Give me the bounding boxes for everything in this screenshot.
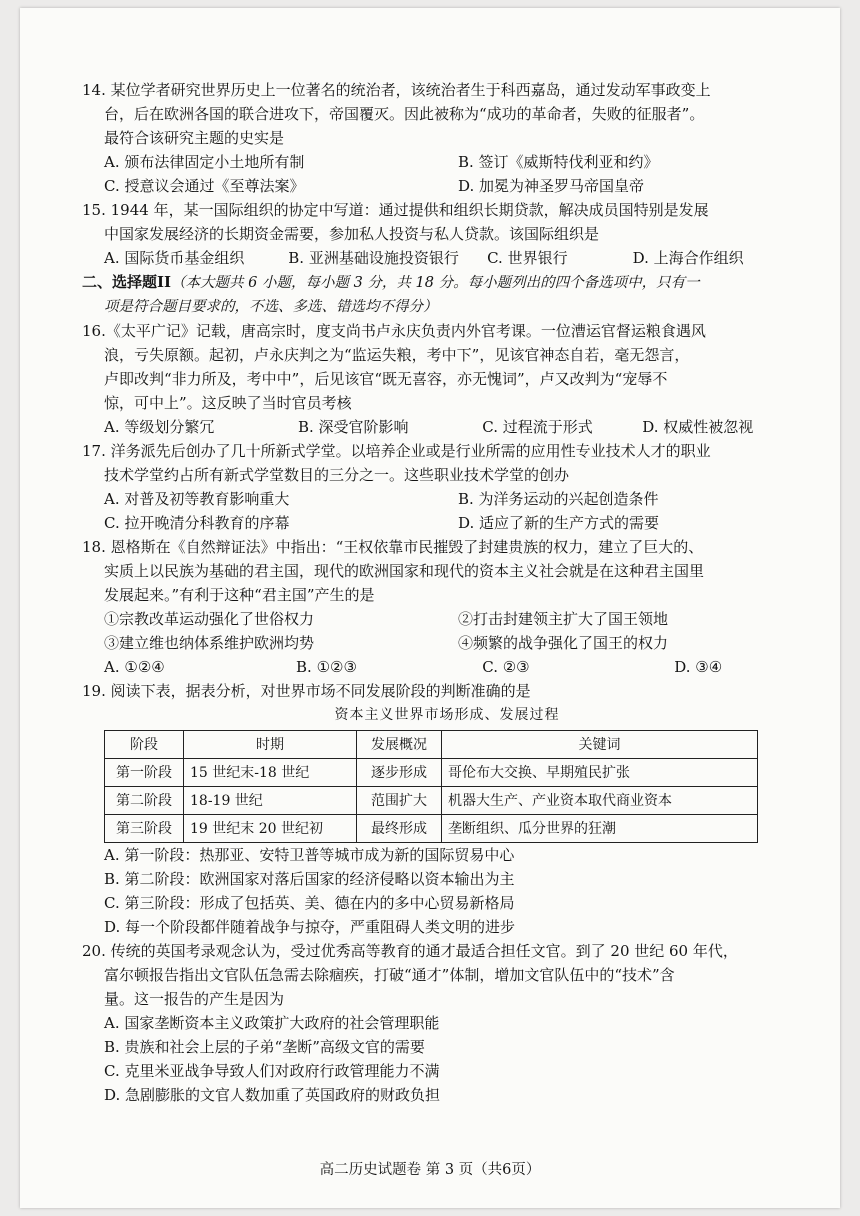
q15-option-d: D. 上海合作组织: [632, 249, 744, 267]
table-row: [105, 787, 758, 815]
exam-page: [20, 8, 840, 1208]
q19-option-b: B. 第二阶段：欧洲国家对落后国家的经济侵略以资本输出为主: [104, 870, 515, 888]
table-row: [105, 815, 758, 843]
exam-content: [82, 78, 812, 1107]
question-14: [82, 78, 812, 198]
q20-option-b: B. 贵族和社会上层的子弟“垄断”高级文官的需要: [104, 1038, 425, 1056]
q18-options: [82, 655, 812, 679]
q18-item-3: ③建立维也纳体系维护欧洲均势: [104, 634, 315, 652]
q20-stem-line-3: 量。这一报告的产生是因为: [104, 990, 285, 1008]
q17-options-row-1: [82, 487, 812, 511]
table-header-cell: 关键词: [442, 731, 758, 759]
q18-item-1: ①宗教改革运动强化了世俗权力: [104, 610, 315, 628]
question-17: [82, 439, 812, 535]
q16-stem-line-1: 16.《太平广记》记载，唐高宗时，度支尚书卢永庆负责内外官考课。一位漕运官督运粮食遇风: [82, 322, 706, 340]
q17-stem-line-1: 17. 洋务派先后创办了几十所新式学堂。以培养企业或是行业所需的应用性专业技术人才的职业: [82, 442, 711, 460]
q20-stem-line-1: 20. 传统的英国考录观念认为，受过优秀高等教育的通才最适合担任文官。到了 20 世纪 60 年代，: [82, 942, 738, 960]
q16-option-c: C. 过程流于形式: [482, 418, 593, 436]
table-cell: 垄断组织、瓜分世界的狂潮: [442, 815, 758, 843]
q18-stem-line-3: 发展起来。”有利于这种“君主国”产生的是: [104, 586, 375, 604]
table-header-cell: 时期: [184, 731, 357, 759]
q17-option-c: C. 拉开晚清分科教育的序幕: [104, 514, 290, 532]
q14-option-c: C. 授意议会通过《至尊法案》: [104, 177, 305, 195]
table-cell: 第二阶段: [105, 787, 184, 815]
table-header-row: [105, 731, 758, 759]
q15-option-c: C. 世界银行: [487, 249, 568, 267]
table-cell: 逐步形成: [357, 759, 442, 787]
q17-option-b: B. 为洋务运动的兴起创造条件: [458, 490, 659, 508]
table-cell: 19 世纪末 20 世纪初: [184, 815, 357, 843]
question-16: [82, 319, 812, 439]
q16-option-b: B. 深受官阶影响: [297, 418, 409, 436]
q18-items-row-1: [82, 607, 812, 631]
table-cell: 18-19 世纪: [184, 787, 357, 815]
q19-option-a: A. 第一阶段：热那亚、安特卫普等城市成为新的国际贸易中心: [104, 846, 515, 864]
table-cell: 哥伦布大交换、早期殖民扩张: [442, 759, 758, 787]
q14-stem-line-3: 最符合该研究主题的史实是: [104, 129, 285, 147]
q19-stem: 19. 阅读下表，据表分析，对世界市场不同发展阶段的判断准确的是: [82, 682, 531, 700]
section-2-note-line-1: （本大题共 6 小题，每小题 3 分，共 18 分。每小题列出的四个备选项中，只有一: [171, 275, 700, 291]
q15-stem-line-1: 15. 1944 年，某一国际组织的协定中写道：通过提供和组织长期贷款，解决成员国特别是发展: [82, 201, 709, 219]
q19-table-caption: 资本主义世界市场形成、发展过程: [334, 707, 560, 723]
q15-stem-line-2: 中国家发展经济的长期资金需要，参加私人投资与私人贷款。该国际组织是: [104, 225, 600, 243]
q20-stem-line-2: 富尔顿报告指出文官队伍急需去除痼疾，打破“通才”体制，增加文官队伍中的“技术”含: [104, 966, 675, 984]
table-header-cell: 阶段: [105, 731, 184, 759]
q16-option-d: D. 权威性被忽视: [642, 418, 754, 436]
q17-option-a: A. 对普及初等教育影响重大: [104, 490, 290, 508]
q16-stem-line-3: 卢即改判“非力所及，考中中”，后见该官“既无喜容，亦无愧词”，卢又改判为“宠辱不: [104, 370, 668, 388]
table-row: [105, 759, 758, 787]
q15-option-b: B. 亚洲基础设施投资银行: [288, 249, 459, 267]
q18-item-2: ②打击封建领主扩大了国王领地: [458, 610, 669, 628]
q17-option-d: D. 适应了新的生产方式的需要: [458, 514, 660, 532]
q18-option-b: B. ①②③: [296, 658, 357, 676]
question-20: [82, 939, 812, 1107]
table-cell: 第三阶段: [105, 815, 184, 843]
table-cell: 范围扩大: [357, 787, 442, 815]
q14-stem-line-1: 14. 某位学者研究世界历史上一位著名的统治者，该统治者生于科西嘉岛，通过发动军事政变上: [82, 81, 711, 99]
q14-option-d: D. 加冕为神圣罗马帝国皇帝: [458, 177, 645, 195]
q18-option-a: A. ①②④: [104, 658, 165, 676]
q17-options-row-2: [82, 511, 812, 535]
q16-options: [82, 415, 812, 439]
section-2-note-line-2: 项是符合题目要求的，不选、多选、错选均不得分）: [104, 299, 438, 315]
q14-options-row-1: [82, 150, 812, 174]
q19-option-d: D. 每一个阶段都伴随着战争与掠夺，严重阻碍人类文明的进步: [104, 918, 516, 936]
q18-items-row-2: [82, 631, 812, 655]
table-header-cell: 发展概况: [357, 731, 442, 759]
table-cell: 15 世纪末-18 世纪: [184, 759, 357, 787]
q15-options: [82, 246, 812, 270]
table-cell: 最终形成: [357, 815, 442, 843]
q16-stem-line-2: 浪，亏失原额。起初，卢永庆判之为“监运失粮，考中下”，见该官神态自若，毫无怨言，: [104, 346, 690, 364]
q14-stem-line-2: 台，后在欧洲各国的联合进攻下，帝国覆灭。因此被称为“成功的革命者，失败的征服者”。: [104, 105, 705, 123]
q18-item-4: ④频繁的战争强化了国王的权力: [458, 634, 669, 652]
q14-option-b: B. 签订《威斯特伐利亚和约》: [458, 153, 659, 171]
page-footer: 高二历史试题卷 第 3 页（共6页）: [319, 1162, 541, 1178]
table-cell: 机器大生产、产业资本取代商业资本: [442, 787, 758, 815]
q16-option-a: A. 等级划分繁冗: [104, 418, 215, 436]
question-19: [82, 679, 812, 939]
table-cell: 第一阶段: [105, 759, 184, 787]
question-15: [82, 198, 812, 270]
q20-option-d: D. 急剧膨胀的文官人数加重了英国政府的财政负担: [104, 1086, 441, 1104]
q15-option-a: A. 国际货币基金组织: [104, 249, 245, 267]
q20-option-a: A. 国家垄断资本主义政策扩大政府的社会管理职能: [104, 1014, 440, 1032]
q17-stem-line-2: 技术学堂约占所有新式学堂数目的三分之一。这些职业技术学堂的创办: [104, 466, 570, 484]
q18-option-c: C. ②③: [482, 658, 530, 676]
market-stages-table: [104, 730, 758, 843]
section-2-title: 二、选择题II: [82, 273, 172, 291]
q19-option-c: C. 第三阶段：形成了包括英、美、德在内的多中心贸易新格局: [104, 894, 515, 912]
q14-options-row-2: [82, 174, 812, 198]
q18-stem-line-2: 实质上以民族为基础的君主国，现代的欧洲国家和现代的资本主义社会就是在这种君主国里: [104, 562, 705, 580]
q16-stem-line-4: 惊，可中上”。这反映了当时官员考核: [104, 394, 352, 412]
q18-stem-line-1: 18. 恩格斯在《自然辩证法》中指出：“王权依靠市民摧毁了封建贵族的权力，建立了巨大的、: [82, 538, 704, 556]
q18-option-d: D. ③④: [674, 658, 723, 676]
section-2-header: [82, 270, 812, 319]
question-18: [82, 535, 812, 679]
q20-option-c: C. 克里米亚战争导致人们对政府行政管理能力不满: [104, 1062, 440, 1080]
q14-option-a: A. 颁布法律固定小土地所有制: [104, 153, 305, 171]
